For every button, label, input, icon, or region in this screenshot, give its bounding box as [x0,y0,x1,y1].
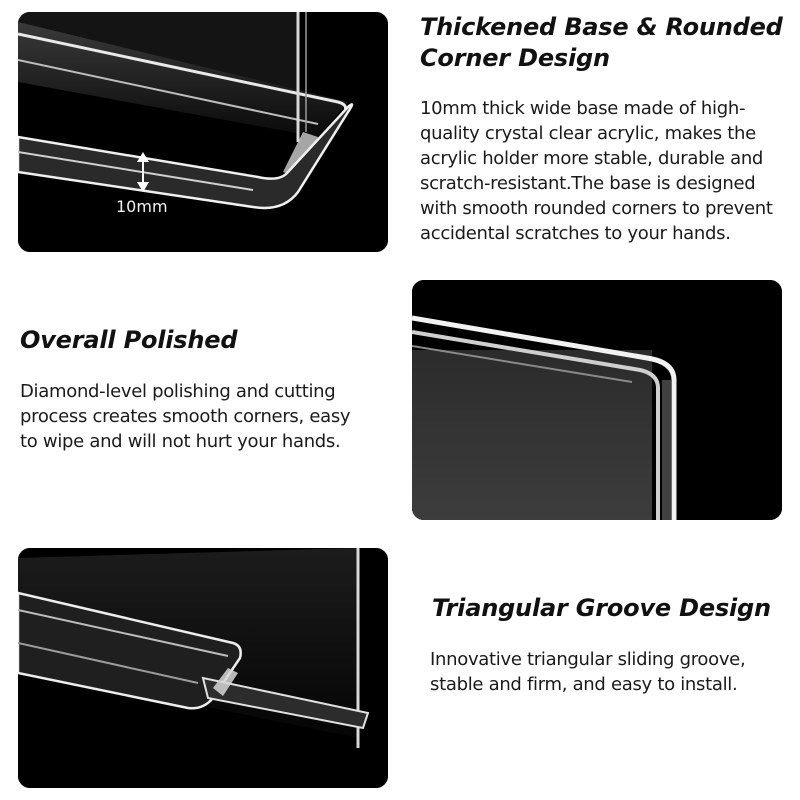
triangular-groove-heading: Triangular Groove Design [432,594,771,622]
thickness-label: 10mm [116,197,168,216]
overall-polished-description: Diamond-level polishing and cutting process creates smooth corners, easy to wipe and will not hurt your hands. [20,381,351,452]
thickened-base-heading: Thickened Base & Rounded Corner Design [420,13,783,72]
acrylic-base-illustration [18,12,388,252]
thickened-base-image [18,12,388,252]
polished-corner-image [412,280,782,520]
overall-polished-heading: Overall Polished [20,326,238,354]
groove-illustration [18,548,388,788]
triangular-groove-description: Innovative triangular sliding groove, stable and firm, and easy to install. [430,649,746,695]
thickened-base-description: 10mm thick wide base made of high-quality crystal clear acrylic, makes the acrylic holder more stable, durable and scratch-resistant.The base is designed with smooth rounded corners to prevent accidental scratches to your hands. [420,98,773,244]
triangular-groove-image [18,548,388,788]
polished-edge-illustration [412,280,782,520]
